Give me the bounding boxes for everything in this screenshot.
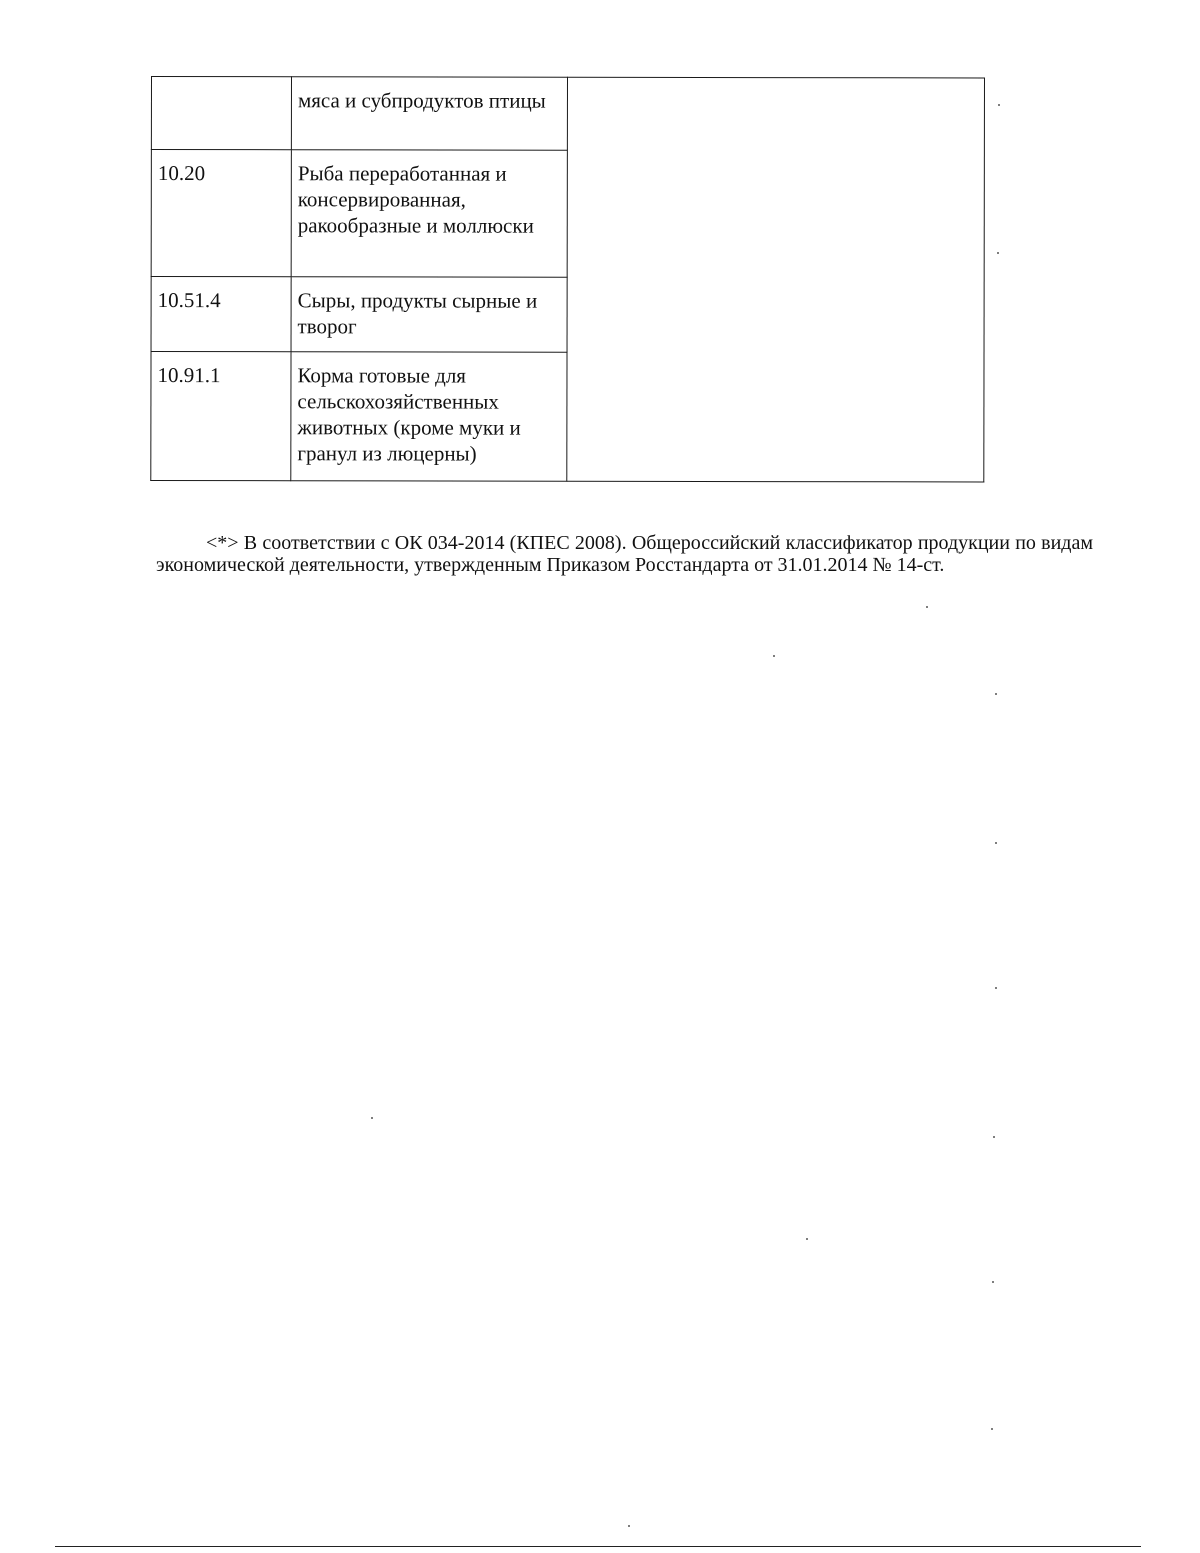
merged-empty-cell	[567, 77, 985, 482]
code-cell: 10.20	[151, 150, 291, 277]
scan-speck	[991, 1428, 993, 1430]
scan-speck	[926, 606, 928, 608]
code-cell: 10.91.1	[151, 352, 291, 481]
bottom-rule	[55, 1546, 1141, 1547]
scan-speck	[992, 1281, 994, 1283]
scan-speck	[997, 252, 999, 254]
scan-speck	[773, 655, 775, 657]
code-cell	[151, 77, 291, 150]
name-cell: Рыба переработанная и консервированная, ракообразные и моллюски	[291, 150, 567, 277]
scan-speck	[998, 104, 1000, 106]
scan-speck	[995, 842, 997, 844]
scan-speck	[371, 1117, 373, 1119]
scan-speck	[628, 1525, 630, 1527]
scan-speck	[993, 1136, 995, 1138]
scan-speck	[995, 693, 997, 695]
name-cell: Сыры, продукты сырные и творог	[291, 277, 567, 352]
scan-speck	[995, 987, 997, 989]
name-cell: Корма готовые для сельскохозяйственных животных (кроме муки и гранул из люцерны)	[291, 352, 567, 481]
footnote: <*> В соответствии с ОК 034-2014 (КПЕС 2008). Общероссийский классификатор продукции по видам экономической деятельности, утвержденным Приказом Росстандарта от 31.01.2014 № 14-ст.	[156, 532, 1093, 576]
product-codes-table	[150, 76, 985, 482]
name-cell: мяса и субпродуктов птицы	[291, 77, 567, 150]
table-row	[151, 77, 984, 151]
scan-speck	[806, 1238, 808, 1240]
code-cell: 10.51.4	[151, 277, 291, 352]
